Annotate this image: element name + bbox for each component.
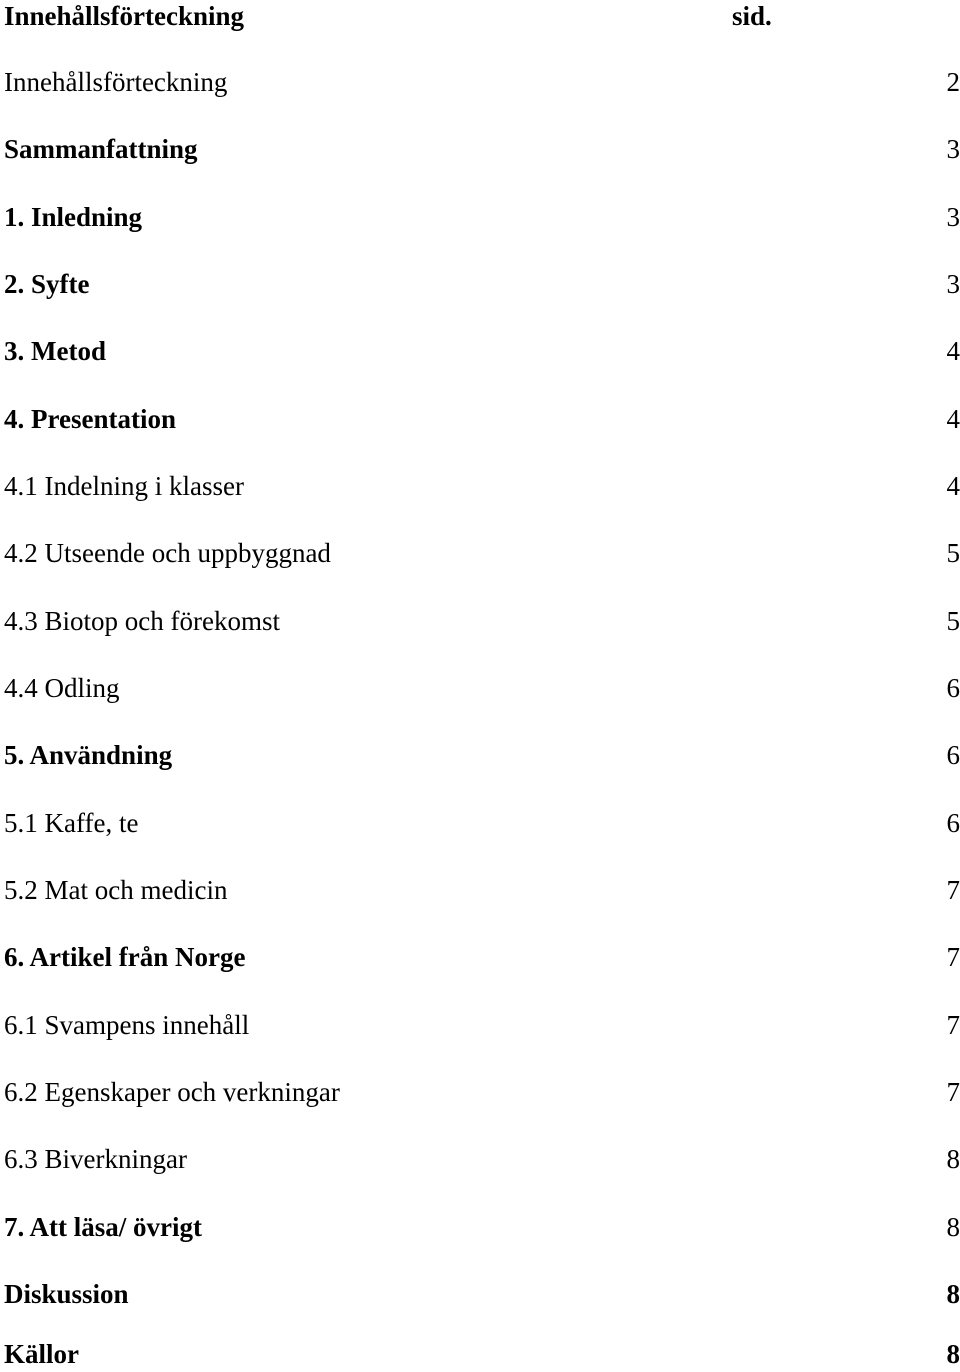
toc-entry-page: 8 <box>946 1212 960 1242</box>
toc-entry-label: 4.3 Biotop och förekomst <box>4 606 280 636</box>
toc-entry[interactable] <box>0 266 960 302</box>
toc-entry-label: 2. Syfte <box>4 269 90 299</box>
toc-entry[interactable] <box>0 805 960 841</box>
toc-entry-page: 4 <box>946 404 960 434</box>
toc-entry-label: 7. Att läsa/ övrigt <box>4 1212 202 1242</box>
toc-entry-page: 4 <box>946 336 960 366</box>
toc-entry-label: 4. Presentation <box>4 404 176 434</box>
toc-entry[interactable] <box>0 468 960 504</box>
toc-entry[interactable] <box>0 199 960 235</box>
toc-entry-label: 1. Inledning <box>4 202 143 232</box>
toc-entry[interactable] <box>0 1209 960 1245</box>
toc-entry[interactable] <box>0 64 960 100</box>
toc-entry[interactable] <box>0 1336 960 1372</box>
toc-entry-label: Innehållsförteckning <box>4 67 228 97</box>
toc-entry-label: 3. Metod <box>4 336 106 366</box>
toc-entry[interactable] <box>0 737 960 773</box>
toc-entry-label: 4.4 Odling <box>4 673 120 703</box>
toc-entry-page: 5 <box>946 538 960 568</box>
toc-entry-label: 6. Artikel från Norge <box>4 942 246 972</box>
toc-entry[interactable] <box>0 1007 960 1043</box>
toc-entry-page: 3 <box>946 202 960 232</box>
toc-entry[interactable] <box>0 603 960 639</box>
toc-entry-page: 6 <box>946 808 960 838</box>
toc-entry[interactable] <box>0 939 960 975</box>
toc-entry[interactable] <box>0 670 960 706</box>
toc-entry[interactable] <box>0 872 960 908</box>
toc-entry-label: 6.2 Egenskaper och verkningar <box>4 1077 340 1107</box>
toc-entry-page: 8 <box>946 1144 960 1174</box>
toc-entry[interactable] <box>0 131 960 167</box>
toc-entry-page: 7 <box>946 1010 960 1040</box>
toc-entry[interactable] <box>0 1276 960 1312</box>
toc-entry-label: 5.1 Kaffe, te <box>4 808 139 838</box>
toc-entry-page: 7 <box>946 875 960 905</box>
toc-entry-page: 8 <box>946 1339 960 1369</box>
toc-entry-page: 7 <box>946 942 960 972</box>
toc-entry-page: 5 <box>946 606 960 636</box>
toc-entry-page: 7 <box>946 1077 960 1107</box>
toc-entry-page: 6 <box>946 740 960 770</box>
toc-entry[interactable] <box>0 535 960 571</box>
toc-entry-page: 3 <box>946 269 960 299</box>
toc-entry-label: Diskussion <box>4 1279 129 1309</box>
toc-entry-label: Sammanfattning <box>4 134 198 164</box>
toc-title: Innehållsförteckning <box>4 1 245 31</box>
toc-entry-page: 3 <box>946 134 960 164</box>
toc-entry[interactable] <box>0 401 960 437</box>
toc-entry[interactable] <box>0 333 960 369</box>
toc-entry[interactable] <box>0 1141 960 1177</box>
toc-entry-label: 6.3 Biverkningar <box>4 1144 187 1174</box>
toc-entry-label: Källor <box>4 1339 79 1369</box>
toc-entry-page: 6 <box>946 673 960 703</box>
toc-entry-label: 4.1 Indelning i klasser <box>4 471 244 501</box>
toc-entry-label: 6.1 Svampens innehåll <box>4 1010 250 1040</box>
toc-entry-label: 4.2 Utseende och uppbyggnad <box>4 538 331 568</box>
page-column-heading: sid. <box>732 1 772 31</box>
toc-entry-page: 2 <box>946 67 960 97</box>
toc-entry-label: 5.2 Mat och medicin <box>4 875 228 905</box>
toc-entry[interactable] <box>0 1074 960 1110</box>
toc-entry-label: 5. Användning <box>4 740 173 770</box>
toc-entry-page: 4 <box>946 471 960 501</box>
toc-entry-page: 8 <box>946 1279 960 1309</box>
